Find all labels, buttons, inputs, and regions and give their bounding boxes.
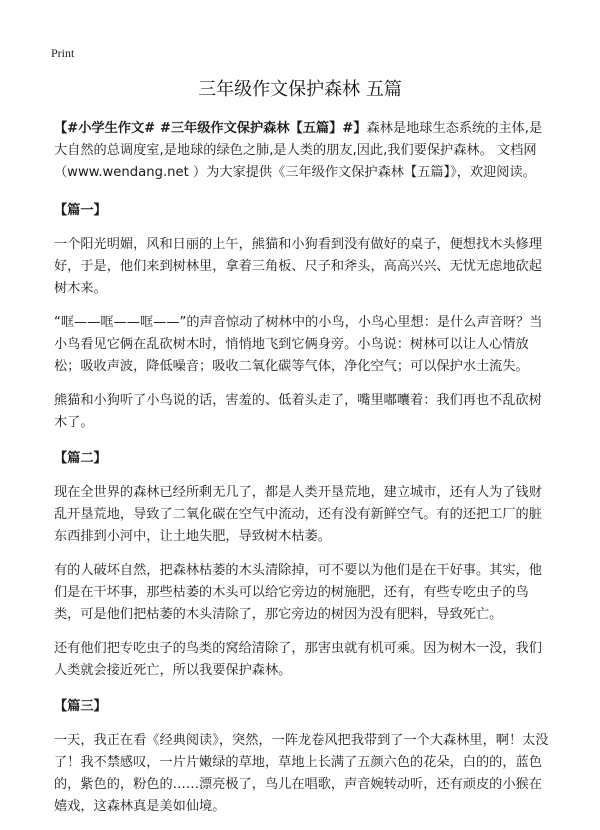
section-heading-3: 【篇三】 (54, 699, 107, 714)
section-2-paragraph-1: 现在全世界的森林已经所剩无几了，都是人类开垦荒地，建立城市，还有人为了钱财乱开垦荒地，导致了二氧化碳在空气中流动，还有没有新鲜空气。有的还把工厂的脏东西排到小河中，让土地失肥，导致树木枯萎。 (54, 485, 542, 544)
section-1-paragraph-3: 熊猫和小狗听了小鸟说的话，害羞的、低着头走了，嘴里嘟囔着：我们再也不乱砍树木了。 (54, 393, 542, 430)
section-3-paragraph-1: 一天，我正在看《经典阅读》，突然，一阵龙卷风把我带到了一个大森林里，啊！太没了！我不禁感叹，一片片嫩绿的草地，草地上长满了五颜六色的花朵，白的的，蓝色的，紫色的，粉色的……漂亮极了，鸟儿在唱歌，声音婉转动听，还有顽皮的小猴在嬉戏，这森林真是美如仙境。 (54, 733, 549, 814)
section-2-paragraph-3: 还有他们把专吃虫子的鸟类的窝给清除了，那害虫就有机可乘。因为树木一没，我们人类就会接近死亡，所以我要保护森林。 (54, 641, 542, 678)
section-heading-1: 【篇一】 (54, 203, 107, 218)
section-1-paragraph-2: “哐——哐——哐——”的声音惊动了树林中的小鸟，小鸟心里想：是什么声音呀？当小鸟看见它俩在乱砍树木时，悄悄地飞到它俩身旁。小鸟说：树林可以让人心情放松；吸收声波，降低噪音；吸收二氧化碳等气体，净化空气；可以保护水土流失。 (54, 315, 543, 374)
intro-tags: 【#小学生作文# #三年级作文保护森林【五篇】#】 (54, 121, 367, 136)
section-heading-2: 【篇二】 (54, 451, 107, 466)
article-body (54, 118, 554, 830)
section-1-paragraph-1: 一个阳光明媚，风和日丽的上午，熊猫和小狗看到没有做好的桌子，便想找木头修理好，于是，他们来到树林里，拿着三角板、尺子和斧头，高高兴兴、无忧无虑地砍起树木来。 (54, 237, 542, 296)
print-link[interactable]: Print (51, 46, 75, 60)
intro-paragraph (54, 118, 554, 184)
intro-text: 森林是地球生态系统的主体,是大自然的总调度室,是地球的绿色之肺,是人类的朋友,因此,我们要保护森林。 文档网（www.wendang.net ）为大家提供《三年级作文保护森林【五篇】》，欢迎阅读。 (54, 121, 543, 180)
section-2-paragraph-2: 有的人破坏自然，把森林枯萎的木头清除掉，可不要以为他们是在干好事。其实，他们是在干坏事，那些枯萎的木头可以给它旁边的树施肥，还有，有些专吃虫子的鸟类，可是他们把枯萎的木头清除了，那它旁边的树因为没有肥料，导致死亡。 (54, 563, 542, 622)
page-title: 三年级作文保护森林 五篇 (198, 79, 402, 100)
